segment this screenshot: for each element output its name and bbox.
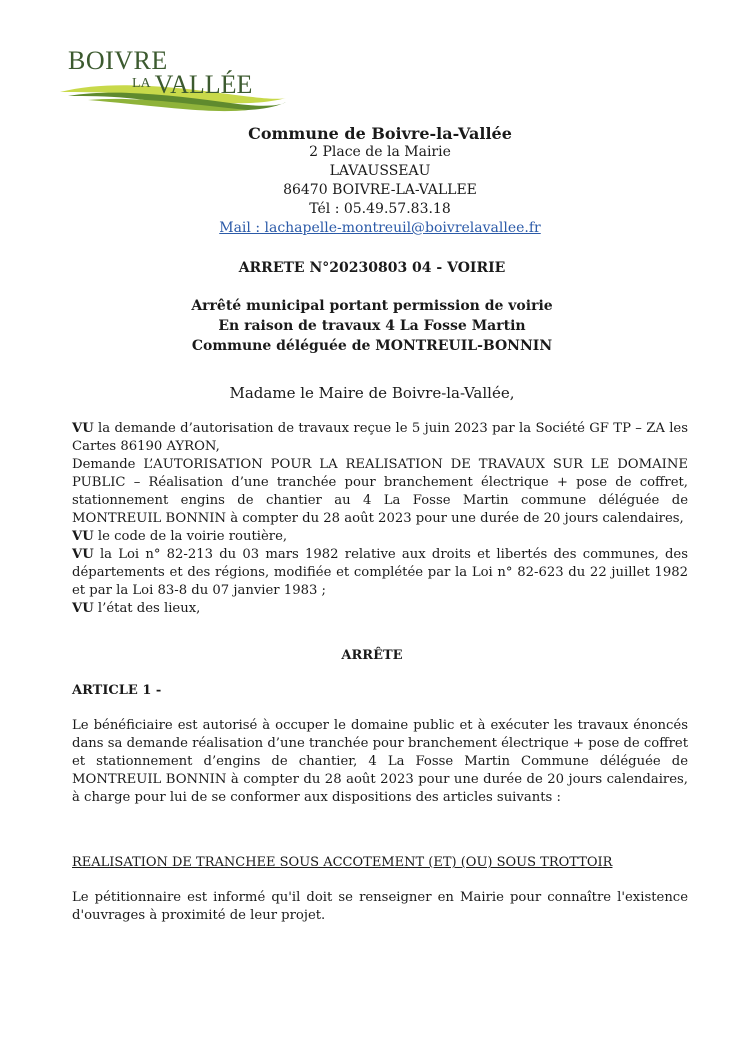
commune-name: Commune de Boivre-la-Vallée [248, 124, 512, 143]
vu-prefix: VU [72, 529, 94, 544]
vu-prefix: VU [72, 547, 94, 562]
vu-clause [72, 546, 688, 600]
vu-text: l’état des lieux, [93, 601, 201, 616]
commune-logo [58, 40, 288, 130]
address-line-1: 2 Place de la Mairie [309, 144, 451, 160]
vu-text: la Loi n° 82-213 du 03 mars 1982 relative aux droits et libertés des communes, des départements et des régions, modifiée et complétée par la Loi n° 82-623 du 22 juillet 1982 et par la Loi 83-8 du 07 janvier 1983 ; [72, 547, 688, 598]
arrete-number: ARRETE N°20230803 04 - VOIRIE [238, 260, 506, 276]
subject-line-2: En raison de travaux 4 La Fosse Martin [218, 318, 526, 334]
vu-clauses [72, 420, 688, 618]
vu-prefix: VU [72, 601, 94, 616]
vu-clause [72, 420, 688, 456]
subject-line-3: Commune déléguée de MONTREUIL-BONNIN [191, 338, 553, 354]
subject-line-1: Arrêté municipal portant permission de voirie [191, 298, 553, 314]
section-body: Le pétitionnaire est informé qu'il doit se renseigner en Mairie pour connaître l'existence d'ouvrages à proximité de leur projet. [72, 890, 688, 923]
address-line-2: LAVAUSSEAU [329, 163, 431, 179]
address-line-3: 86470 BOIVRE-LA-VALLEE [283, 182, 477, 198]
vu-clause [72, 456, 688, 528]
letterhead [0, 124, 744, 238]
arrete-title: ARRÊTE [341, 648, 403, 663]
vu-clause [72, 600, 688, 618]
vu-clause [72, 528, 688, 546]
vu-text: la demande d’autorisation de travaux reçue le 5 juin 2023 par la Société GF TP – ZA les Cartes 86190 AYRON, [72, 421, 688, 454]
vu-text: le code de la voirie routière, [93, 529, 288, 544]
logo-word-la: LA [132, 76, 151, 91]
logo-word-vallee [132, 70, 252, 100]
section-title: REALISATION DE TRANCHEE SOUS ACCOTEMENT (ET) (OU) SOUS TROTTOIR [72, 855, 613, 870]
logo-word-boivre: BOIVRE [68, 46, 168, 75]
article-1-body: Le bénéficiaire est autorisé à occuper le domaine public et à exécuter les travaux énoncés dans sa demande réalisation d’une tranchée pour branchement électrique + pose de coffret et stationnement d’engins de chantier, 4 La Fosse Martin Commune déléguée de MONTREUIL BONNIN à compter du 28 août 2023 pour une durée de 20 jours calendaires, à charge pour lui de se conformer aux dispositions des articles suivants : [72, 718, 688, 805]
phone-line: Tél : 05.49.57.83.18 [309, 201, 451, 217]
mail-link[interactable]: Mail : lachapelle-montreuil@boivrelavallee.fr [219, 220, 541, 236]
vu-text: Demande L’AUTORISATION POUR LA REALISATION DE TRAVAUX SUR LE DOMAINE PUBLIC – Réalisation d’une tranchée pour branchement électrique + pose de coffret, stationnement engins de chantier au 4 La Fosse Martin commune déléguée de MONTREUIL BONNIN à compter du 28 août 2023 pour une durée de 20 jours calendaires, [72, 457, 688, 526]
arrete-subject [0, 296, 744, 356]
logo-word-vallee-text: VALLÉE [154, 70, 253, 99]
vu-prefix: VU [72, 421, 94, 436]
salutation: Madame le Maire de Boivre-la-Vallée, [229, 384, 515, 402]
article-1-title: ARTICLE 1 - [72, 683, 162, 698]
